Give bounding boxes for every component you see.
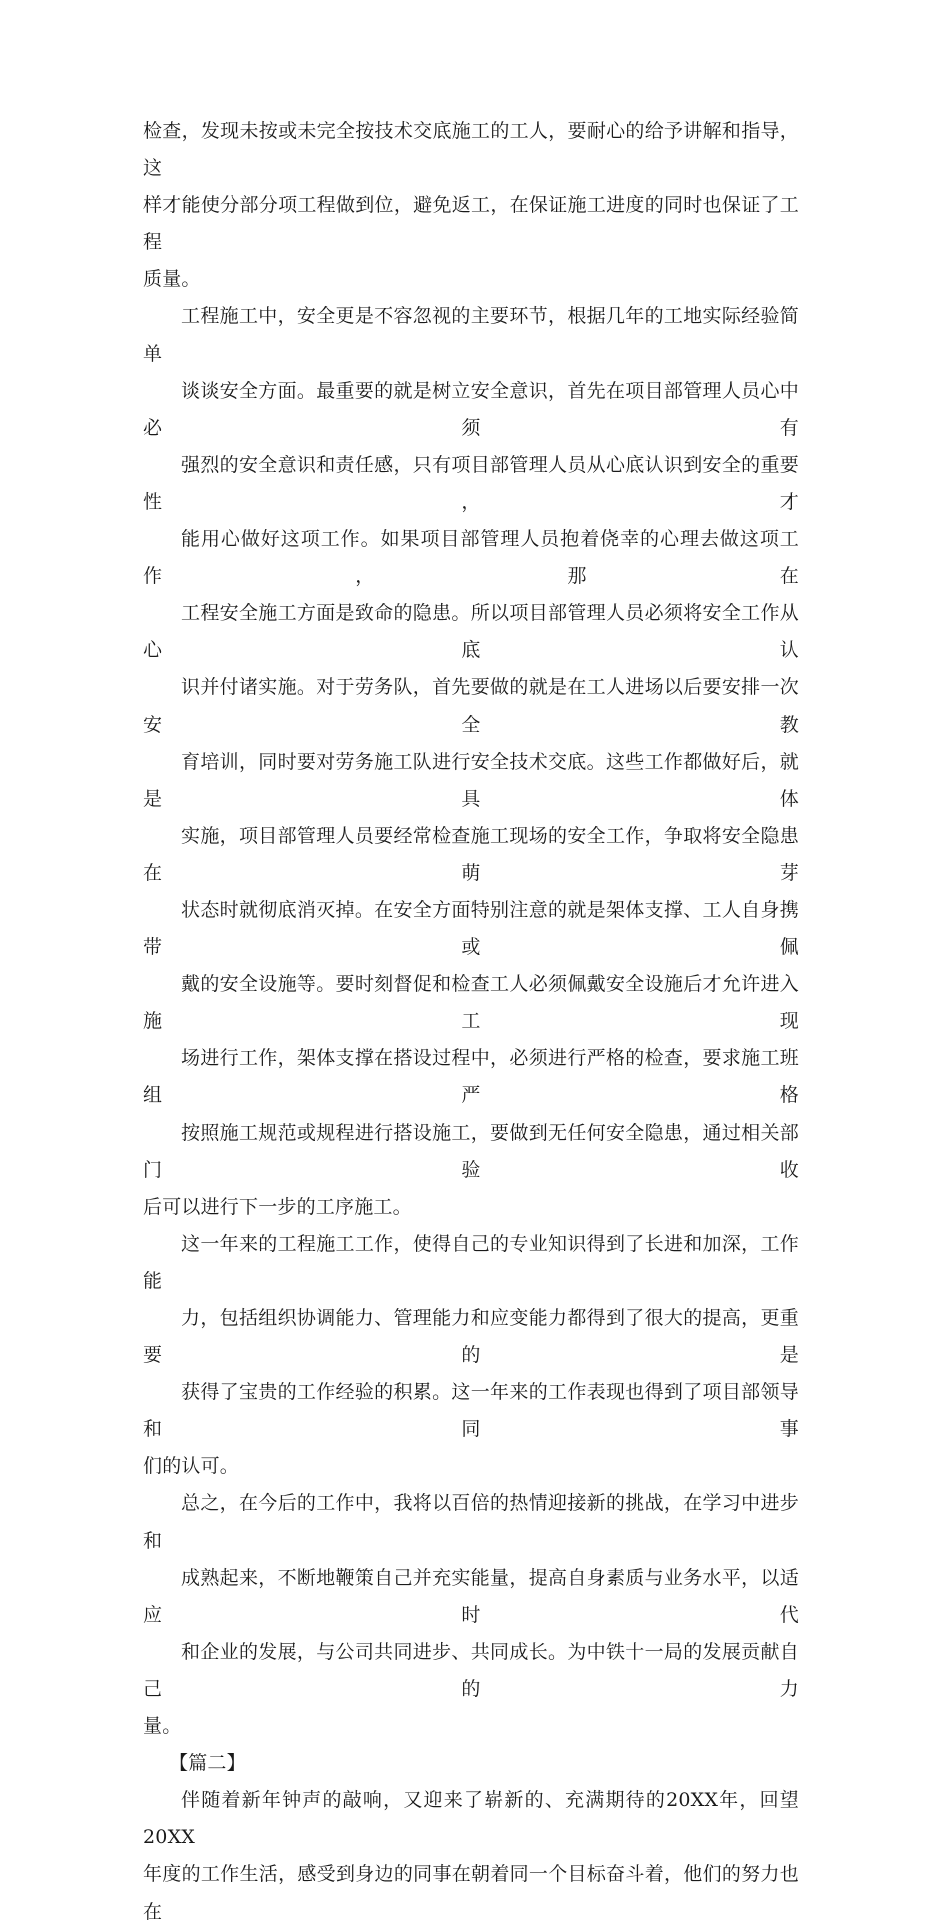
text-line: 获得了宝贵的工作经验的积累。这一年来的工作表现也得到了项目部领导和同事	[143, 1381, 799, 1441]
text-line: 工程安全施工方面是致命的隐患。所以项目部管理人员必须将安全工作从心底认	[143, 602, 799, 662]
text-line: 工程施工中，安全更是不容忽视的主要环节，根据几年的工地实际经验简单	[143, 305, 799, 365]
text-line: 育培训，同时要对劳务施工队进行安全技术交底。这些工作都做好后，就是具体	[143, 750, 799, 810]
document-body	[143, 113, 799, 1931]
paragraph	[143, 1782, 799, 1930]
text-line: 这一年来的工程施工工作，使得自己的专业知识得到了长进和加深，工作能	[143, 1232, 799, 1292]
text-line: 能用心做好这项工作。如果项目部管理人员抱着侥幸的心理去做这项工作，那在	[143, 528, 799, 588]
text-line: 场进行工作，架体支撑在搭设过程中，必须进行严格的检查，要求施工班组严格	[143, 1047, 799, 1107]
text-line: 质量。	[143, 268, 201, 291]
text-line: 后可以进行下一步的工序施工。	[143, 1195, 412, 1218]
text-line: 年度的工作生活，感受到身边的同事在朝着同一个目标奋斗着，他们的努力也在	[143, 1863, 799, 1923]
paragraph	[143, 298, 799, 1225]
text-line: 识并付诸实施。对于劳务队，首先要做的就是在工人进场以后要安排一次安全教	[143, 676, 799, 736]
paragraph	[143, 1485, 799, 1745]
paragraph	[143, 1226, 799, 1486]
text-line: 按照施工规范或规程进行搭设施工，要做到无任何安全隐患，通过相关部门验收	[143, 1121, 799, 1181]
text-line: 成熟起来，不断地鞭策自己并充实能量，提高自身素质与业务水平，以适应时代	[143, 1566, 799, 1626]
text-line: 谈谈安全方面。最重要的就是树立安全意识，首先在项目部管理人员心中必须有	[143, 379, 799, 439]
text-line: 总之，在今后的工作中，我将以百倍的热情迎接新的挑战，在学习中进步和	[143, 1492, 799, 1552]
text-line: 样才能使分部分项工程做到位，避免返工，在保证施工进度的同时也保证了工程	[143, 194, 799, 254]
text-line: 状态时就彻底消灭掉。在安全方面特别注意的就是架体支撑、工人自身携带或佩	[143, 898, 799, 959]
text-line: 和企业的发展，与公司共同进步、共同成长。为中铁十一局的发展贡献自己的力	[143, 1640, 799, 1700]
text-line: 【篇二】	[169, 1752, 246, 1775]
text-line: 们的认可。	[143, 1455, 240, 1478]
text-line: 强烈的安全意识和责任感，只有项目部管理人员从心底认识到安全的重要性，才	[143, 453, 799, 513]
paragraph	[143, 113, 799, 298]
text-line: 伴随着新年钟声的敲响，又迎来了崭新的、充满期待的20XX年，回望20XX	[143, 1789, 799, 1849]
text-line: 戴的安全设施等。要时刻督促和检查工人必须佩戴安全设施后才允许进入施工现	[143, 973, 799, 1033]
text-line: 检查，发现未按或未完全按技术交底施工的工人，要耐心的给予讲解和指导，这	[143, 120, 799, 180]
section-heading	[143, 1745, 799, 1782]
text-line: 实施，项目部管理人员要经常检查施工现场的安全工作，争取将安全隐患在萌芽	[143, 824, 799, 884]
text-line: 量。	[143, 1715, 182, 1738]
text-line: 力，包括组织协调能力、管理能力和应变能力都得到了很大的提高，更重要的是	[143, 1307, 799, 1367]
